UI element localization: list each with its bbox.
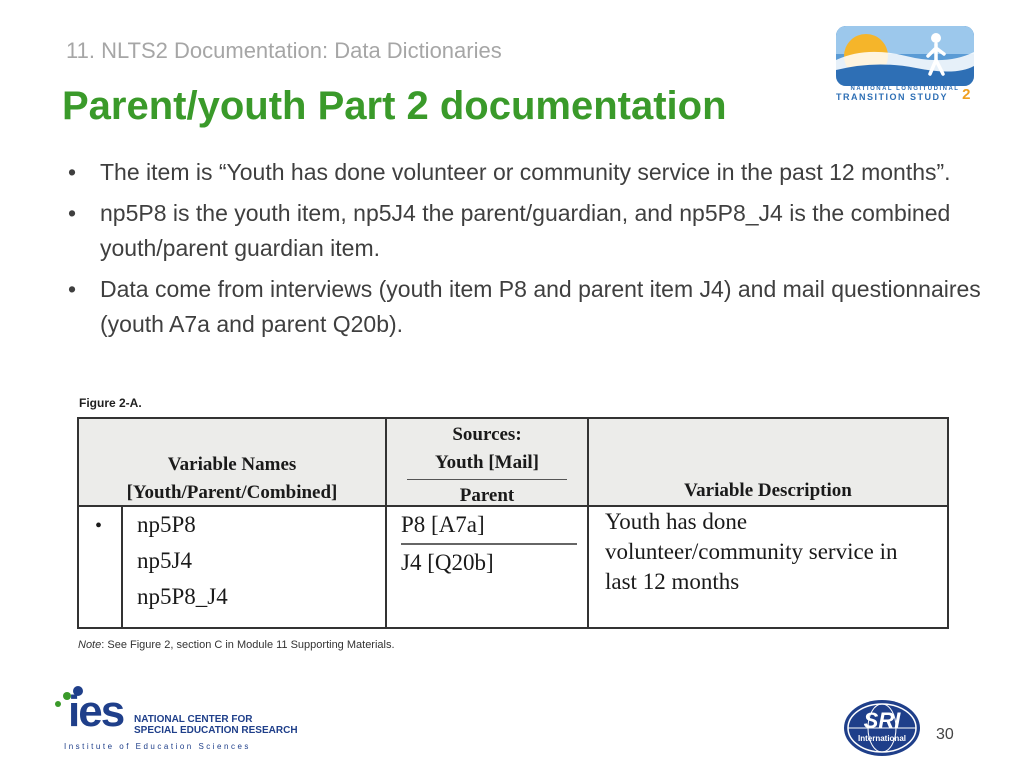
table-header-row	[79, 419, 947, 507]
header-sources-rule	[407, 479, 567, 480]
figure-label: Figure 2-A.	[79, 396, 142, 410]
nlts2-logo	[836, 26, 974, 103]
sri-logo	[842, 698, 926, 758]
nlts2-logo-number: 2	[962, 86, 972, 103]
variable-description: Youth has done volunteer/community service in last 12 months	[605, 509, 898, 594]
bullet-text: The item is “Youth has done volunteer or community service in the past 12 months”.	[100, 159, 951, 185]
bullet-item	[62, 272, 982, 342]
note-prefix: Note	[78, 639, 102, 651]
header-variable-description: Variable Description	[684, 480, 852, 501]
bullet-dot: •	[67, 276, 77, 302]
table-divider	[121, 505, 123, 627]
ies-center-line2: SPECIAL EDUCATION RESEARCH	[134, 725, 298, 736]
ies-center-line1: NATIONAL CENTER FOR	[134, 714, 253, 725]
bullet-list	[62, 155, 982, 348]
header-sources	[387, 421, 587, 510]
bullet-dot: •	[67, 200, 77, 226]
bullet-item	[62, 196, 982, 266]
header-variable-names-line1: Variable Names	[167, 454, 297, 475]
nlts2-logo-badge	[836, 26, 974, 86]
ies-center-name	[134, 714, 298, 736]
bullet-item	[62, 155, 982, 190]
header-sources-line2: Youth [Mail]	[435, 452, 539, 473]
source-list	[401, 507, 577, 581]
ies-wordmark: ies	[68, 687, 124, 736]
slide-title: Parent/youth Part 2 documentation	[62, 84, 727, 128]
source-item: J4 [Q20b]	[401, 550, 494, 575]
source-item: P8 [A7a]	[401, 512, 485, 537]
variable-list	[137, 507, 228, 615]
table-bullet: •	[95, 515, 103, 537]
header-variable-names	[79, 451, 385, 507]
slide-subtitle: 11. NLTS2 Documentation: Data Dictionaries	[66, 38, 502, 63]
table-divider	[587, 419, 589, 627]
bullet-text: Data come from interviews (youth item P8 and parent item J4) and mail questionnaires (youth A7a and parent Q20b).	[100, 276, 981, 337]
header-sources-line1: Sources:	[452, 424, 522, 445]
nlts2-logo-caption-small: NATIONAL LONGITUDINAL	[850, 86, 960, 92]
table-divider	[385, 419, 387, 627]
sri-wordmark: SRI	[863, 708, 901, 733]
bullet-text: np5P8 is the youth item, np5J4 the parent/guardian, and np5P8_J4 is the combined youth/parent guardian item.	[100, 200, 951, 261]
variable-name: np5P8	[137, 512, 196, 537]
figure-note	[78, 639, 395, 651]
page-number: 30	[936, 726, 954, 743]
ies-logo	[50, 684, 310, 754]
variable-name: np5P8_J4	[137, 584, 228, 609]
header-sources-line3: Parent	[459, 485, 515, 506]
walking-person-icon	[836, 26, 974, 86]
figure-table	[77, 417, 949, 629]
bullet-dot: •	[67, 159, 77, 185]
nlts2-logo-caption-text: TRANSITION STUDY	[836, 92, 949, 102]
header-variable-names-line2: [Youth/Parent/Combined]	[126, 482, 338, 503]
variable-name: np5J4	[137, 548, 192, 573]
ies-tagline: Institute of Education Sciences	[64, 742, 251, 751]
sri-subtitle: International	[857, 734, 906, 743]
note-text: : See Figure 2, section C in Module 11 Supporting Materials.	[101, 639, 395, 651]
